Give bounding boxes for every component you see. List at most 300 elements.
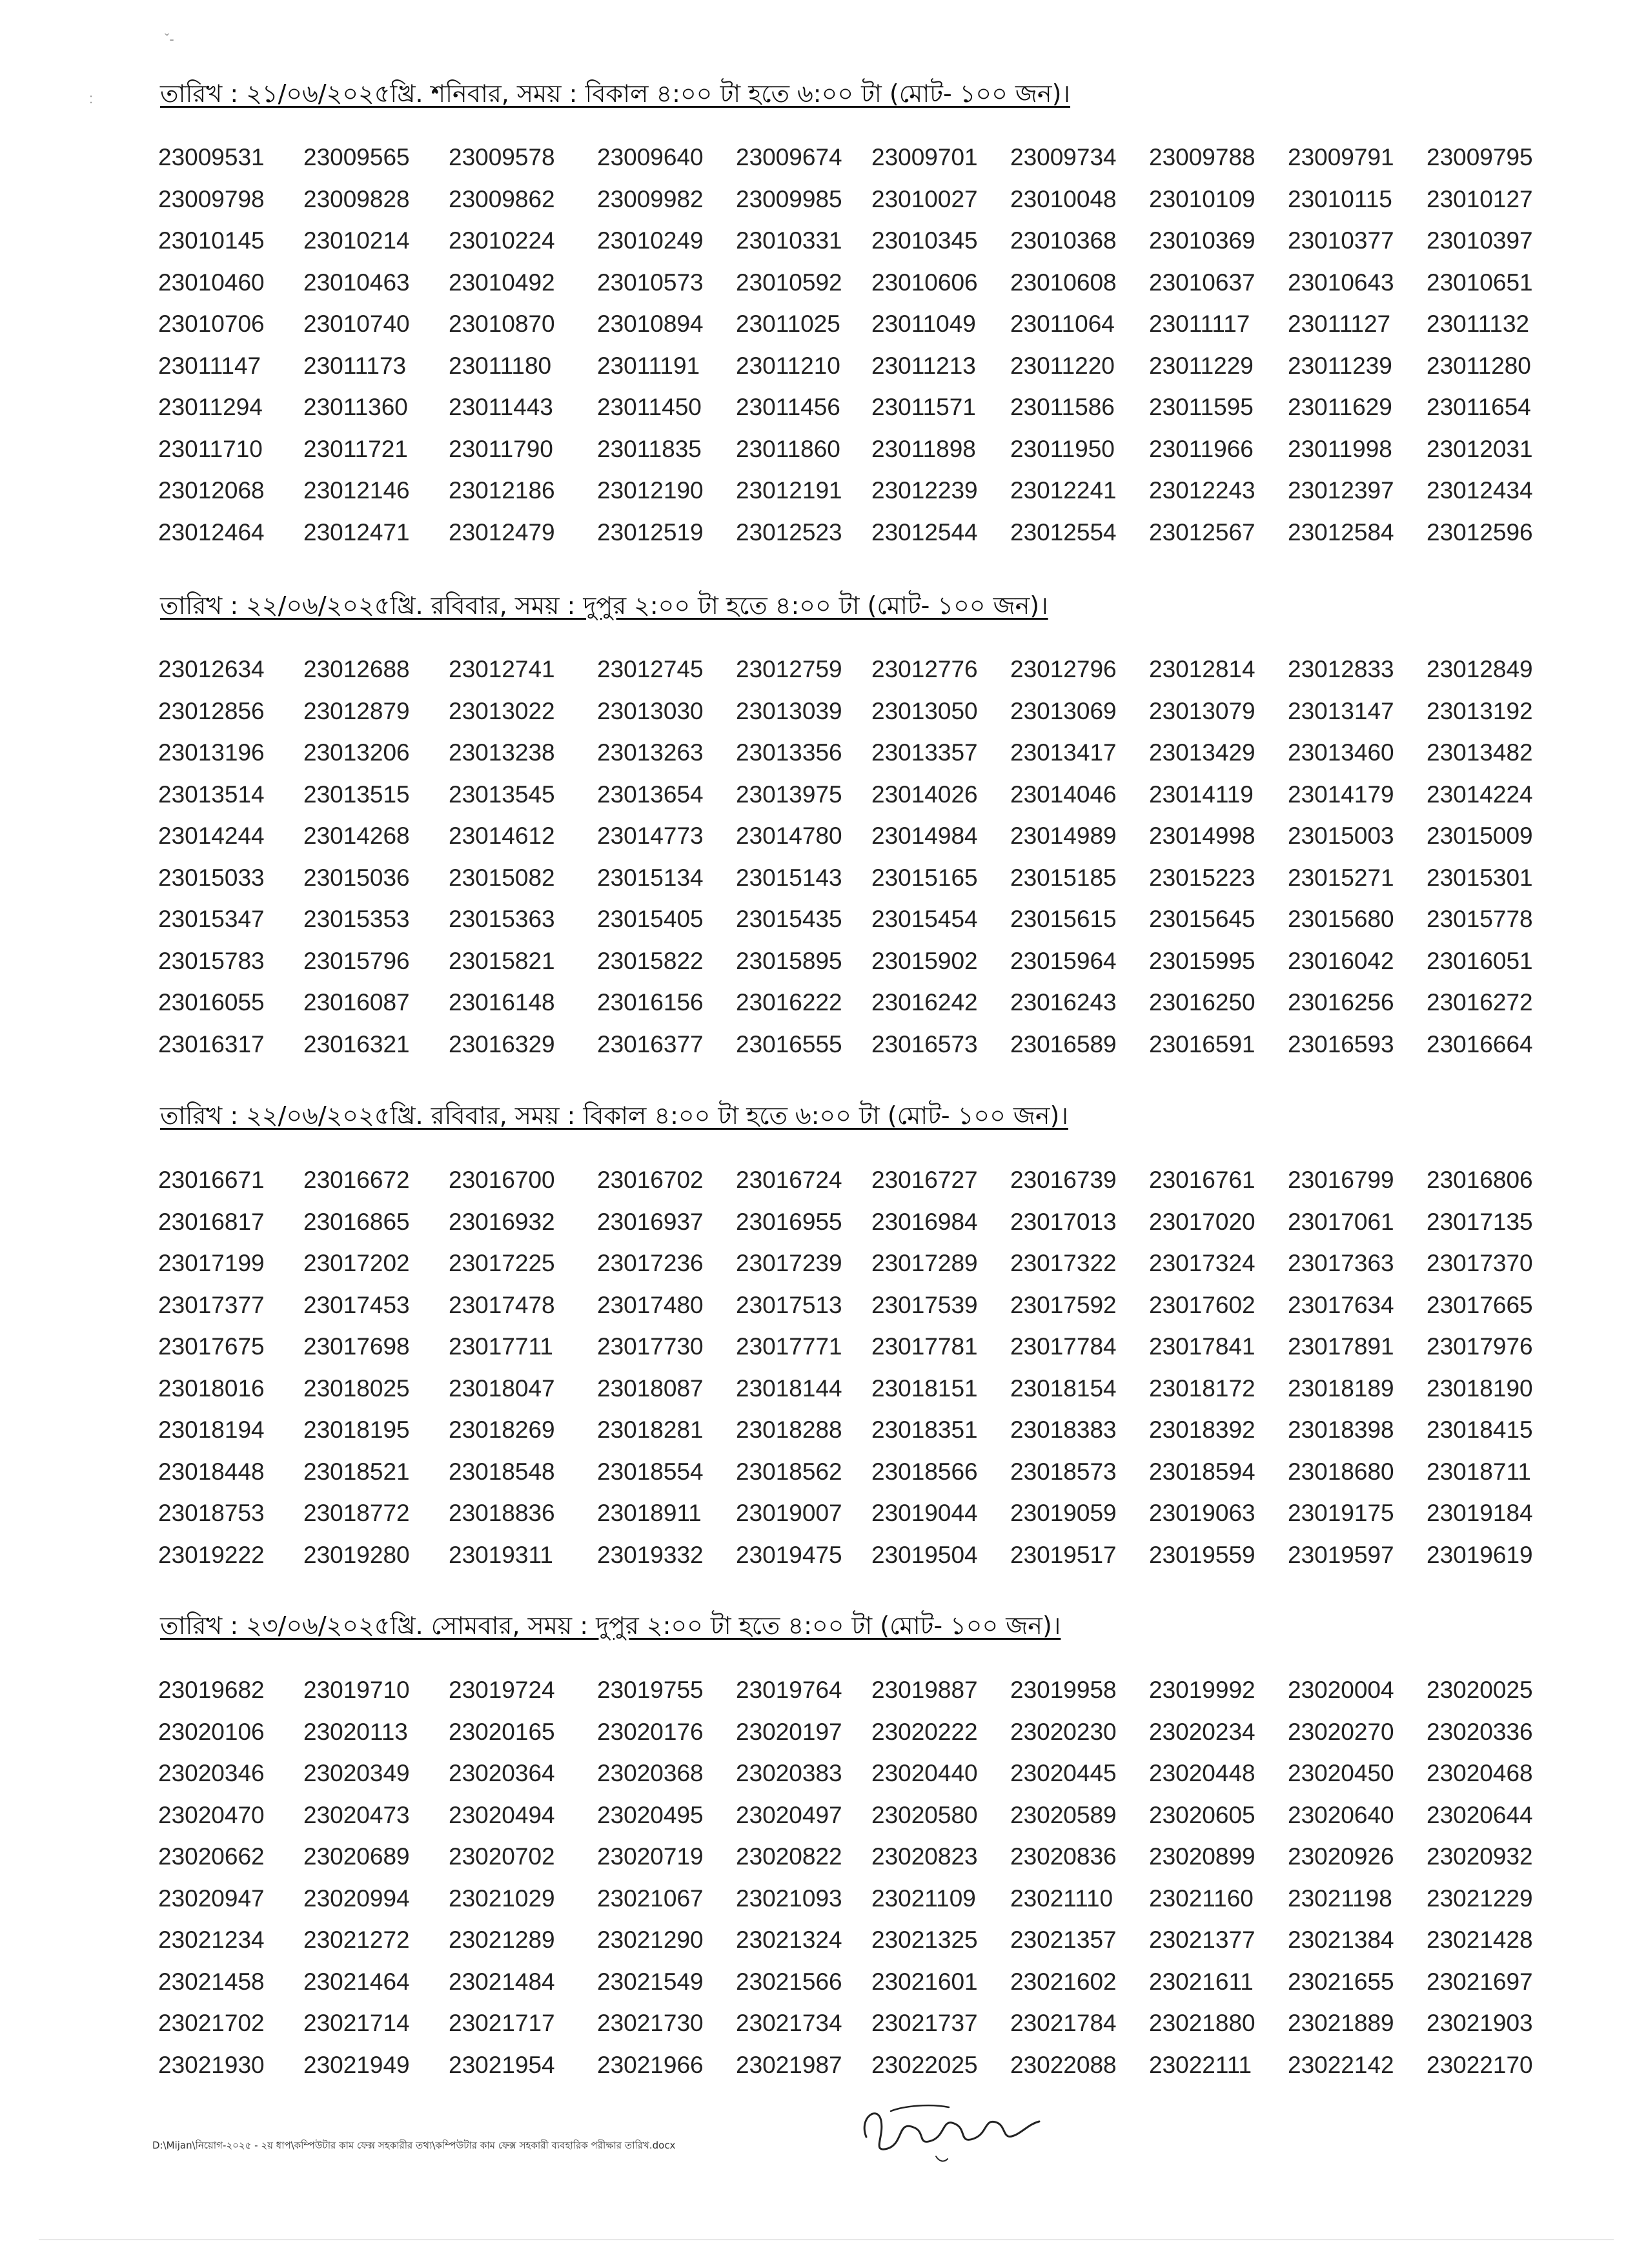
- roll-number: 23014773: [597, 822, 704, 849]
- roll-number: 23015033: [158, 864, 265, 891]
- roll-number: 23010492: [449, 269, 555, 296]
- roll-number: 23011595: [1149, 394, 1254, 420]
- roll-number: 23011280: [1427, 352, 1531, 379]
- roll-number: 23021357: [1010, 1926, 1117, 1953]
- roll-number: 23011998: [1288, 435, 1392, 462]
- roll-number: 23014989: [1010, 822, 1117, 849]
- roll-number: 23020899: [1149, 1843, 1255, 1870]
- roll-number: 23017480: [597, 1291, 704, 1318]
- scan-mark: ˇ-: [165, 31, 174, 47]
- roll-number: 23015964: [1010, 947, 1117, 974]
- roll-number: 23020836: [1010, 1843, 1117, 1870]
- roll-number: 23015353: [303, 906, 410, 932]
- roll-number: 23020589: [1010, 1801, 1117, 1828]
- roll-number: 23010048: [1010, 185, 1117, 212]
- roll-number: 23011586: [1010, 394, 1115, 420]
- roll-number: 23012745: [597, 656, 704, 682]
- roll-number: 23021601: [871, 1968, 978, 1995]
- roll-number: 23022142: [1288, 2051, 1394, 2078]
- roll-number: 23012596: [1427, 518, 1533, 546]
- roll-number: 23012523: [736, 518, 842, 546]
- roll-number: 23011025: [736, 311, 840, 337]
- roll-number: 23012634: [158, 656, 265, 682]
- roll-number: 23013030: [597, 697, 704, 724]
- roll-number: 23017602: [1149, 1291, 1255, 1318]
- roll-number: 23011360: [303, 394, 408, 420]
- roll-number: 23017322: [1010, 1250, 1117, 1276]
- roll-number: 23011898: [871, 435, 976, 462]
- roll-number: 23020234: [1149, 1718, 1255, 1745]
- roll-number: 23012479: [449, 518, 555, 546]
- roll-number: 23017675: [158, 1333, 265, 1360]
- roll-number: 23012191: [736, 477, 842, 504]
- roll-number: 23017841: [1149, 1333, 1255, 1360]
- roll-number: 23020270: [1288, 1718, 1394, 1745]
- roll-number: 23020106: [158, 1718, 265, 1745]
- roll-number: 23021717: [449, 2010, 555, 2036]
- roll-number: 23020640: [1288, 1801, 1394, 1828]
- roll-number: 23010573: [597, 269, 704, 296]
- roll-number: 23018269: [449, 1416, 555, 1443]
- roll-number: 23016739: [1010, 1167, 1117, 1193]
- roll-number: 23010109: [1149, 185, 1255, 212]
- roll-number: 23012759: [736, 656, 842, 682]
- roll-number: 23021566: [736, 1968, 842, 1995]
- roll-number: 23017363: [1288, 1250, 1394, 1276]
- roll-number: 23012464: [158, 518, 265, 546]
- roll-number: 23020165: [449, 1718, 555, 1745]
- roll-number: 23021655: [1288, 1968, 1394, 1995]
- roll-number: 23010331: [736, 227, 842, 254]
- roll-number: 23017711: [449, 1333, 553, 1360]
- roll-number: 23016589: [1010, 1030, 1117, 1057]
- roll-number: 23016329: [449, 1030, 555, 1057]
- roll-number: 23021697: [1427, 1968, 1533, 1995]
- roll-number: 23019504: [871, 1541, 978, 1568]
- roll-number: 23012146: [303, 477, 410, 504]
- roll-number: 23009795: [1427, 144, 1533, 170]
- roll-number: 23013206: [303, 739, 410, 766]
- roll-number: 23017225: [449, 1250, 555, 1276]
- section-heading: তারিখ : ২২/০৬/২০২৫খ্রি. রবিবার, সময় : দুপুর ২:০০ টা হতে ৪:০০ টা (মোট- ১০০ জন)।: [160, 591, 1048, 620]
- roll-number: 23020450: [1288, 1760, 1394, 1786]
- roll-number: 23021734: [736, 2010, 842, 2036]
- roll-number: 23021737: [871, 2010, 978, 2036]
- roll-number: 23018772: [303, 1500, 410, 1526]
- roll-number: 23017634: [1288, 1291, 1394, 1318]
- roll-number: 23019992: [1149, 1677, 1255, 1703]
- roll-number: 23016672: [303, 1167, 410, 1193]
- roll-number: 23013192: [1427, 697, 1533, 724]
- roll-number: 23021484: [449, 1968, 555, 1995]
- roll-number: 23016272: [1427, 989, 1533, 1016]
- roll-number: 23020644: [1427, 1801, 1533, 1828]
- roll-number: 23019311: [449, 1541, 553, 1568]
- roll-number: 23020662: [158, 1843, 265, 1870]
- roll-number: 23020497: [736, 1801, 842, 1828]
- roll-number: 23015435: [736, 906, 842, 932]
- roll-number: 23010463: [303, 269, 410, 296]
- roll-number: 23020473: [303, 1801, 410, 1828]
- roll-number: 23018144: [736, 1374, 842, 1402]
- roll-number: 23017289: [871, 1250, 978, 1276]
- roll-number: 23020336: [1427, 1718, 1533, 1745]
- roll-number: 23016937: [597, 1208, 704, 1235]
- roll-number: 23020176: [597, 1718, 704, 1745]
- roll-number: 23020822: [736, 1843, 842, 1870]
- roll-number: 23013417: [1010, 739, 1117, 766]
- roll-number: 23011173: [303, 352, 407, 379]
- roll-number: 23015796: [303, 947, 410, 974]
- roll-number: 23011239: [1288, 352, 1392, 379]
- roll-number: 23021290: [597, 1926, 704, 1953]
- roll-number: 23010460: [158, 269, 265, 296]
- roll-number: 23013039: [736, 697, 842, 724]
- roll-number: 23010637: [1149, 269, 1255, 296]
- roll-number: 23021611: [1149, 1968, 1254, 1995]
- roll-number: 23011294: [158, 394, 263, 420]
- roll-number: 23018351: [871, 1416, 978, 1443]
- roll-number: 23020605: [1149, 1801, 1255, 1828]
- roll-number: 23015301: [1427, 864, 1533, 891]
- roll-number: 23015995: [1149, 947, 1255, 974]
- roll-number: 23018047: [449, 1374, 555, 1402]
- roll-number: 23020445: [1010, 1760, 1117, 1786]
- roll-number: 23013356: [736, 739, 842, 766]
- roll-number: 23013079: [1149, 697, 1255, 724]
- roll-number: 23020689: [303, 1843, 410, 1870]
- section-heading: তারিখ : ২৩/০৬/২০২৫খ্রি. সোমবার, সময় : দুপুর ২:০০ টা হতে ৪:০০ টা (মোট- ১০০ জন)।: [160, 1611, 1061, 1640]
- roll-number: 23015902: [871, 947, 978, 974]
- roll-number: 23020448: [1149, 1760, 1255, 1786]
- roll-number: 23020197: [736, 1718, 842, 1745]
- roll-number: 23016671: [158, 1167, 265, 1193]
- roll-number: 23014780: [736, 822, 842, 849]
- roll-number: 23010115: [1288, 185, 1392, 212]
- roll-number: 23020368: [597, 1760, 704, 1786]
- roll-number: 23015405: [597, 906, 704, 932]
- roll-number: 23018562: [736, 1458, 842, 1485]
- roll-number: 23021160: [1149, 1885, 1254, 1912]
- roll-number: 23014119: [1149, 781, 1254, 808]
- roll-number: 23015009: [1427, 822, 1533, 849]
- roll-number: 23017199: [158, 1250, 265, 1276]
- roll-number: 23011721: [303, 435, 408, 462]
- roll-number: 23012554: [1010, 518, 1117, 546]
- roll-number: 23018680: [1288, 1458, 1394, 1485]
- roll-number: 23011950: [1010, 435, 1115, 462]
- roll-number: 23010608: [1010, 269, 1117, 296]
- roll-number: 23018911: [597, 1500, 702, 1526]
- roll-number: 23018281: [597, 1416, 704, 1443]
- roll-number: 23021930: [158, 2051, 265, 2078]
- roll-number: 23017771: [736, 1333, 842, 1360]
- roll-number: 23018521: [303, 1458, 410, 1485]
- roll-number: 23015165: [871, 864, 978, 891]
- roll-number: 23015223: [1149, 864, 1255, 891]
- roll-number: 23022088: [1010, 2051, 1117, 2078]
- roll-number: 23009788: [1149, 144, 1255, 170]
- roll-number: 23016242: [871, 989, 978, 1016]
- roll-number: 23020004: [1288, 1677, 1394, 1703]
- roll-number: 23009734: [1010, 144, 1117, 170]
- roll-number: 23013654: [597, 781, 704, 808]
- roll-number: 23017239: [736, 1250, 842, 1276]
- roll-number: 23009791: [1288, 144, 1394, 170]
- roll-number: 23009828: [303, 185, 410, 212]
- roll-number: 23012186: [449, 477, 555, 504]
- roll-number: 23016799: [1288, 1167, 1394, 1193]
- roll-number: 23021458: [158, 1968, 265, 1995]
- roll-number: 23013196: [158, 739, 265, 766]
- roll-number: 23018548: [449, 1458, 555, 1485]
- roll-number: 23015036: [303, 864, 410, 891]
- roll-number: 23012241: [1010, 477, 1117, 504]
- roll-number: 23021324: [736, 1926, 842, 1953]
- roll-number: 23021903: [1427, 2010, 1533, 2036]
- roll-number: 23013069: [1010, 697, 1117, 724]
- roll-number: 23019332: [597, 1541, 704, 1568]
- roll-number: 23013022: [449, 697, 555, 724]
- roll-number: 23018836: [449, 1500, 555, 1526]
- roll-number: 23011456: [736, 394, 840, 420]
- roll-number: 23021702: [158, 2010, 265, 2036]
- roll-number: 23012584: [1288, 518, 1394, 546]
- roll-number: 23021067: [597, 1885, 704, 1912]
- roll-number: 23010740: [303, 311, 410, 337]
- roll-number: 23017453: [303, 1291, 410, 1318]
- roll-number: 23018392: [1149, 1416, 1255, 1443]
- roll-number: 23021029: [449, 1885, 555, 1912]
- roll-number: 23019007: [736, 1500, 842, 1526]
- roll-number: 23012239: [871, 477, 978, 504]
- roll-number: 23020580: [871, 1801, 978, 1828]
- roll-number: 23016932: [449, 1208, 555, 1235]
- roll-number: 23021093: [736, 1885, 842, 1912]
- roll-number: 23022170: [1427, 2051, 1533, 2078]
- roll-number: 23021880: [1149, 2010, 1255, 2036]
- roll-number: 23017478: [449, 1291, 555, 1318]
- roll-number: 23010249: [597, 227, 704, 254]
- roll-number: 23012567: [1149, 518, 1255, 546]
- roll-number: 23021602: [1010, 1968, 1117, 1995]
- roll-number: 23016573: [871, 1030, 978, 1057]
- roll-number: 23011220: [1010, 352, 1115, 379]
- roll-number: 23010027: [871, 185, 978, 212]
- roll-number: 23019724: [449, 1677, 555, 1703]
- roll-number: 23011213: [871, 352, 976, 379]
- roll-number: 23011966: [1149, 435, 1254, 462]
- roll-number: 23019184: [1427, 1500, 1533, 1526]
- roll-number: 23020222: [871, 1718, 978, 1745]
- roll-number: 23011629: [1288, 394, 1392, 420]
- roll-number: 23019175: [1288, 1500, 1394, 1526]
- roll-number: 23013429: [1149, 739, 1255, 766]
- roll-number: 23010369: [1149, 227, 1255, 254]
- roll-number: 23019475: [736, 1541, 842, 1568]
- roll-number: 23016817: [158, 1208, 265, 1235]
- roll-number: 23012243: [1149, 477, 1255, 504]
- roll-number: 23011571: [871, 394, 976, 420]
- roll-number: 23017370: [1427, 1250, 1533, 1276]
- roll-number: 23021949: [303, 2051, 410, 2078]
- file-path-footer: D:\Mijan\নিয়োগ-২০২৫ - ২য় ধাপ\কম্পিউটার কাম ফেক্স সহকারীর তথ্য\কম্পিউটার কাম ফেক্স সহকারী ব্যবহারিক পরীক্ষার তারিখ.docx: [152, 2140, 676, 2151]
- roll-number: 23015822: [597, 947, 704, 974]
- roll-number: 23017135: [1427, 1208, 1533, 1235]
- roll-number: 23019710: [303, 1677, 410, 1703]
- roll-number: 23014612: [449, 822, 555, 849]
- roll-number: 23016700: [449, 1167, 555, 1193]
- roll-number: 23011191: [597, 352, 700, 379]
- roll-number: 23009798: [158, 185, 265, 212]
- roll-number: 23020994: [303, 1885, 410, 1912]
- roll-number: 23010643: [1288, 269, 1394, 296]
- roll-number: 23021889: [1288, 2010, 1394, 2036]
- roll-number: 23010145: [158, 227, 265, 254]
- roll-number: 23012068: [158, 477, 265, 504]
- roll-number: 23022111: [1149, 2051, 1252, 2078]
- roll-number: 23020932: [1427, 1843, 1533, 1870]
- roll-number: 23018195: [303, 1416, 410, 1443]
- roll-number: 23021289: [449, 1926, 555, 1953]
- roll-number: 23019682: [158, 1677, 265, 1703]
- roll-number: 23019063: [1149, 1500, 1255, 1526]
- roll-number: 23011064: [1010, 311, 1115, 337]
- roll-number: 23021109: [871, 1885, 976, 1912]
- roll-number: 23014224: [1427, 781, 1533, 808]
- roll-number: 23020495: [597, 1801, 704, 1828]
- roll-number: 23017202: [303, 1250, 410, 1276]
- roll-number: 23016555: [736, 1030, 842, 1057]
- roll-number: 23016865: [303, 1208, 410, 1235]
- roll-number: 23012741: [449, 656, 555, 682]
- roll-number: 23021464: [303, 1968, 410, 1995]
- roll-number: 23009578: [449, 144, 555, 170]
- roll-number: 23013263: [597, 739, 704, 766]
- roll-number: 23010592: [736, 269, 842, 296]
- roll-number: 23019887: [871, 1677, 978, 1703]
- roll-number: 23017730: [597, 1333, 704, 1360]
- roll-number: 23019755: [597, 1677, 704, 1703]
- roll-number: 23011835: [597, 435, 702, 462]
- roll-number: 23010706: [158, 311, 265, 337]
- roll-number: 23020470: [158, 1801, 265, 1828]
- roll-number: 23013545: [449, 781, 555, 808]
- roll-number: 23015082: [449, 864, 555, 891]
- roll-number: 23016243: [1010, 989, 1117, 1016]
- roll-number: 23011180: [449, 352, 552, 379]
- signature: [852, 2092, 1046, 2169]
- roll-number: 23010368: [1010, 227, 1117, 254]
- roll-number: 23017698: [303, 1333, 410, 1360]
- roll-number: 23020719: [597, 1843, 704, 1870]
- roll-number: 23016156: [597, 989, 704, 1016]
- roll-number: 23019059: [1010, 1500, 1117, 1526]
- roll-number: 23018194: [158, 1416, 265, 1443]
- roll-number: 23017891: [1288, 1333, 1394, 1360]
- roll-number: 23018087: [597, 1374, 704, 1402]
- roll-number: 23015454: [871, 906, 978, 932]
- section-heading: তারিখ : ২১/০৬/২০২৫খ্রি. শনিবার, সময় : বিকাল ৪:০০ টা হতে ৬:০০ টা (মোট- ১০০ জন)।: [160, 79, 1071, 108]
- roll-number: 23017592: [1010, 1291, 1117, 1318]
- roll-number: 23009862: [449, 185, 555, 212]
- roll-number: 23020494: [449, 1801, 555, 1828]
- roll-number: 23020823: [871, 1843, 978, 1870]
- roll-number: 23012544: [871, 518, 978, 546]
- roll-number: 23011049: [871, 311, 976, 337]
- roll-number: 23021784: [1010, 2010, 1117, 2036]
- roll-number: 23013975: [736, 781, 842, 808]
- roll-number: 23018190: [1427, 1374, 1533, 1402]
- roll-number: 23019222: [158, 1541, 265, 1568]
- roll-number: 23019044: [871, 1500, 978, 1526]
- roll-number: 23020440: [871, 1760, 978, 1786]
- roll-number: 23016377: [597, 1030, 704, 1057]
- roll-number: 23016591: [1149, 1030, 1255, 1057]
- roll-number: 23015134: [597, 864, 704, 891]
- roll-number: 23012879: [303, 697, 410, 724]
- roll-number: 23013482: [1427, 739, 1533, 766]
- roll-number: 23016321: [303, 1030, 410, 1057]
- roll-number: 23016984: [871, 1208, 978, 1235]
- roll-number: 23010377: [1288, 227, 1394, 254]
- roll-number: 23020230: [1010, 1718, 1117, 1745]
- roll-number: 23016317: [158, 1030, 265, 1057]
- roll-number: 23021714: [303, 2010, 410, 2036]
- roll-number: 23018711: [1427, 1458, 1531, 1485]
- roll-number: 23010224: [449, 227, 555, 254]
- roll-number: 23019559: [1149, 1541, 1255, 1568]
- scan-mark: :: [89, 90, 94, 107]
- roll-number: 23019619: [1427, 1541, 1533, 1568]
- roll-number: 23013514: [158, 781, 265, 808]
- roll-number: 23020364: [449, 1760, 555, 1786]
- roll-number: 23017377: [158, 1291, 265, 1318]
- roll-number: 23014244: [158, 822, 265, 849]
- roll-number: 23015185: [1010, 864, 1117, 891]
- roll-number: 23010397: [1427, 227, 1533, 254]
- roll-number: 23019764: [736, 1677, 842, 1703]
- section-heading: তারিখ : ২২/০৬/২০২৫খ্রি. রবিবার, সময় : বিকাল ৪:০০ টা হতে ৬:০০ টা (মোট- ১০০ জন)।: [160, 1101, 1068, 1130]
- roll-number: 23022025: [871, 2051, 978, 2078]
- roll-number: 23015003: [1288, 822, 1394, 849]
- roll-number: 23018573: [1010, 1458, 1117, 1485]
- roll-number: 23010894: [597, 311, 704, 337]
- roll-number: 23018151: [871, 1374, 978, 1402]
- roll-number: 23012471: [303, 518, 410, 546]
- roll-number: 23021428: [1427, 1926, 1533, 1953]
- roll-number: 23018172: [1149, 1374, 1255, 1402]
- roll-number: 23021272: [303, 1926, 410, 1953]
- roll-number: 23015363: [449, 906, 555, 932]
- roll-number: 23017539: [871, 1291, 978, 1318]
- roll-number: 23017784: [1010, 1333, 1117, 1360]
- roll-number: 23016055: [158, 989, 265, 1016]
- roll-number: 23018415: [1427, 1416, 1533, 1443]
- roll-number: 23012796: [1010, 656, 1117, 682]
- roll-number: 23021987: [736, 2051, 842, 2078]
- roll-number: 23021384: [1288, 1926, 1394, 1953]
- roll-number: 23012519: [597, 518, 704, 546]
- roll-number: 23018383: [1010, 1416, 1117, 1443]
- roll-number: 23021954: [449, 2051, 555, 2078]
- roll-number: 23016806: [1427, 1167, 1533, 1193]
- roll-number: 23015821: [449, 947, 555, 974]
- roll-number: 23020947: [158, 1885, 265, 1912]
- page-bottom-rule: [39, 2239, 1614, 2240]
- roll-number: 23009985: [736, 185, 842, 212]
- roll-number: 23016222: [736, 989, 842, 1016]
